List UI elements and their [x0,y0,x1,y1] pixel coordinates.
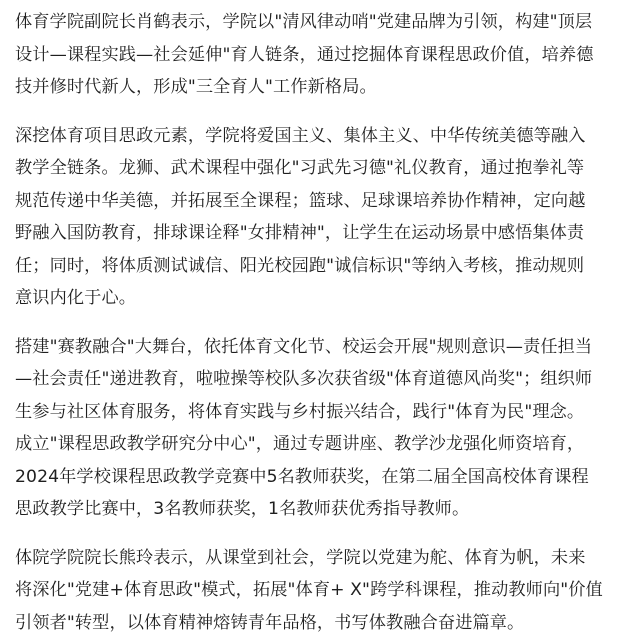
article-paragraph-2 [15,120,632,315]
paragraph-line: 设计—课程实践—社会延伸"育人链条，通过挖掘体育课程思政价值，培养德 [15,39,632,72]
article-paragraph-1 [15,6,632,104]
paragraph-line: 意识内化于心。 [15,282,632,315]
paragraph-line: 技并修时代新人，形成"三全育人"工作新格局。 [15,71,632,104]
paragraph-line: 野融入国防教育，排球课诠释"女排精神"，让学生在运动场景中感悟集体责 [15,217,632,250]
paragraph-line: —社会责任"递进教育，啦啦操等校队多次获省级"体育道德风尚奖"；组织师 [15,363,632,396]
article-paragraph-3 [15,331,632,526]
paragraph-line: 体育学院副院长肖鹤表示，学院以"清风律动哨"党建品牌为引领，构建"顶层 [15,6,632,39]
paragraph-line: 搭建"赛教融合"大舞台，依托体育文化节、校运会开展"规则意识—责任担当 [15,331,632,364]
paragraph-line: 深挖体育项目思政元素，学院将爱国主义、集体主义、中华传统美德等融入 [15,120,632,153]
paragraph-line: 思政教学比赛中，3名教师获奖，1名教师获优秀指导教师。 [15,493,632,526]
paragraph-line: 体院学院院长熊玲表示，从课堂到社会，学院以党建为舵、体育为帆，未来 [15,542,632,575]
paragraph-line: 成立"课程思政教学研究分中心"，通过专题讲座、教学沙龙强化师资培育， [15,428,632,461]
paragraph-line: 规范传递中华美德，并拓展至全课程；篮球、足球课培养协作精神，定向越 [15,185,632,218]
paragraph-line: 2024年学校课程思政教学竞赛中5名教师获奖，在第二届全国高校体育课程 [15,461,632,494]
paragraph-line: 生参与社区体育服务，将体育实践与乡村振兴结合，践行"体育为民"理念。 [15,396,632,429]
article-paragraph-4 [15,542,632,639]
paragraph-line: 将深化"党建+体育思政"模式，拓展"体育+ X"跨学科课程，推动教师向"价值 [15,574,632,607]
paragraph-line: 教学全链条。龙狮、武术课程中强化"习武先习德"礼仪教育，通过抱拳礼等 [15,152,632,185]
paragraph-line: 引领者"转型，以体育精神熔铸青年品格，书写体教融合奋进篇章。 [15,607,632,639]
paragraph-line: 任；同时，将体质测试诚信、阳光校园跑"诚信标识"等纳入考核，推动规则 [15,250,632,283]
